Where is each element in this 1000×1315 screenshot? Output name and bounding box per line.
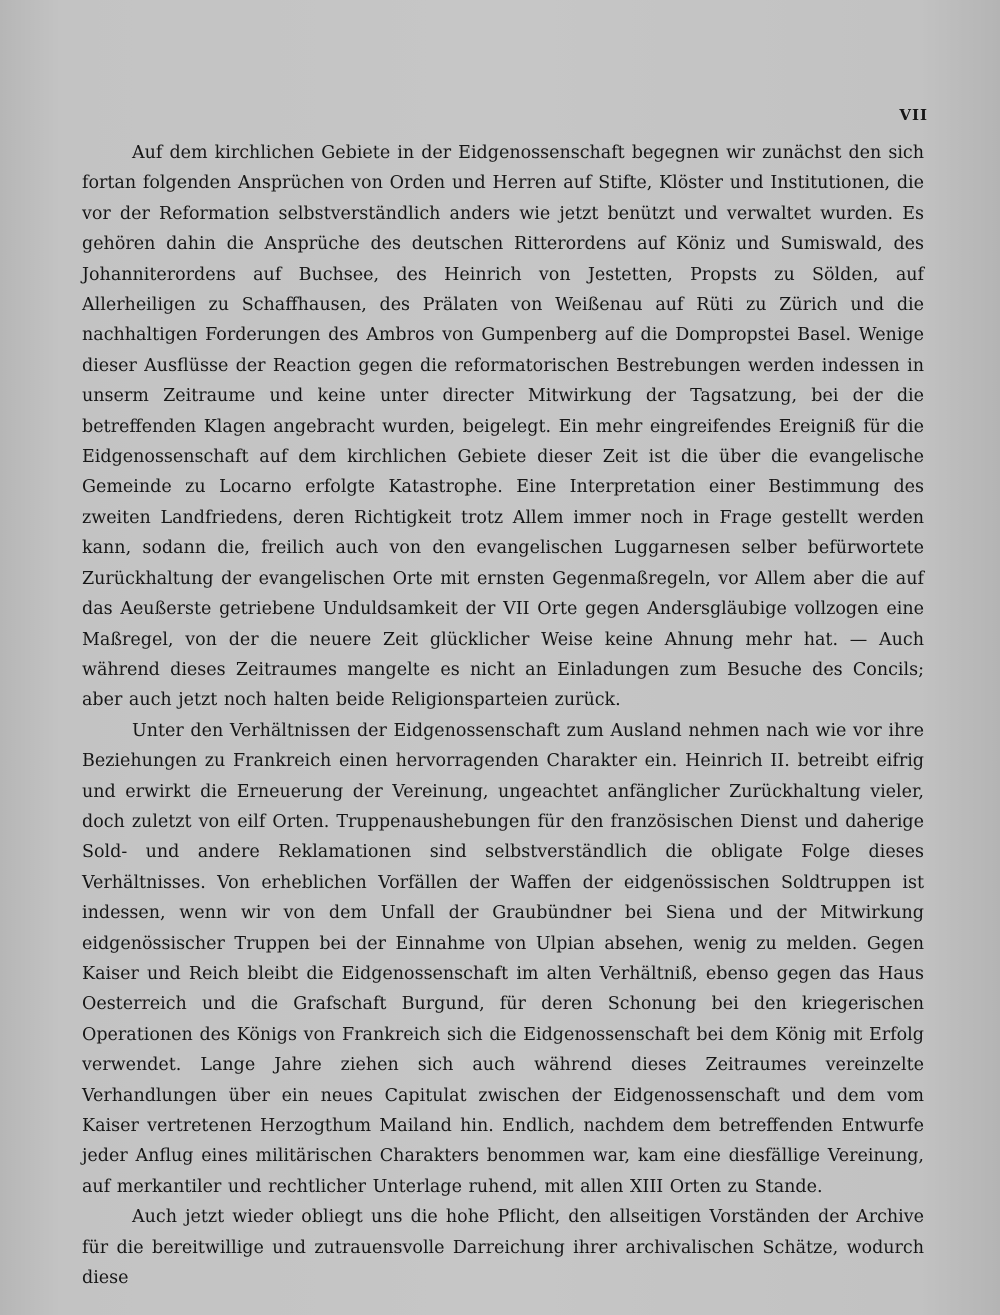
paragraph-acknowledgements: Auch jetzt wieder obliegt uns die hohe Pflicht, den allseitigen Vorständen der Archive für die bereitwillige und zutrauensvolle Darreichung ihrer archivalischen Schätze, wodurch diese xyxy=(82,1207,924,1289)
body-text xyxy=(82,138,924,1293)
paragraph-church-affairs: Auf dem kirchlichen Gebiete in der Eidgenossenschaft begegnen wir zunächst den sich fortan folgenden Ansprüchen von Orden und Herren auf Stifte, Klöster und Institutionen, die vor der Reformation selbstverständlich anders wie jetzt benützt und verwaltet wurden. Es gehören dahin die Ansprüche des deutschen Ritterordens auf Köniz und Sumiswald, des Johanniterordens auf Buchsee, des Heinrich von Jestetten, Propsts zu Sölden, auf Allerheiligen zu Schaffhausen, des Prälaten von Weißenau auf Rüti zu Zürich und die nachhaltigen Forderungen des Ambros von Gumpenberg auf die Dompropstei Basel. Wenige dieser Ausflüsse der Reaction gegen die reformatorischen Bestrebungen werden indessen in unserm Zeitraume und keine unter directer Mitwirkung der Tagsatzung, bei der die betreffenden Klagen angebracht wurden, beigelegt. Ein mehr eingreifendes Ereigniß für die Eidgenossenschaft auf dem kirchlichen Gebiete dieser Zeit ist die über die evangelische Gemeinde zu Locarno erfolgte Katastrophe. Eine Interpretation einer Bestimmung des zweiten Landfriedens, deren Richtigkeit trotz Allem immer noch in Frage gestellt werden kann, sodann die, freilich auch von den evangelischen Luggarnesen selber befürwortete Zurückhaltung der evangelischen Orte mit ernsten Gegenmaßregeln, vor Allem aber die auf das Aeußerste getriebene Unduldsamkeit der VII Orte gegen Andersgläubige vollzogen eine Maßregel, von der die neuere Zeit glücklicher Weise keine Ahnung mehr hat. — Auch während dieses Zeitraumes mangelte es nicht an Einladungen zum Besuche des Concils; aber auch jetzt noch halten beide Religionsparteien zurück. xyxy=(82,143,924,711)
paragraph-foreign-relations: Unter den Verhältnissen der Eidgenossenschaft zum Ausland nehmen nach wie vor ihre Beziehungen zu Frankreich einen hervorragenden Charakter ein. Heinrich II. betreibt eifrig und erwirkt die Erneuerung der Vereinung, ungeachtet anfänglicher Zurückhaltung vieler, doch zuletzt von eilf Orten. Truppenaushebungen für den französischen Dienst und daherige Sold- und andere Reklamationen sind selbstverständlich die obligate Folge dieses Verhältnisses. Von erheblichen Vorfällen der Waffen der eidgenössischen Soldtruppen ist indessen, wenn wir von dem Unfall der Graubündner bei Siena und der Mitwirkung eidgenössischer Truppen bei der Einnahme von Ulpian absehen, wenig zu melden. Gegen Kaiser und Reich bleibt die Eidgenossenschaft im alten Verhältniß, ebenso gegen das Haus Oesterreich und die Grafschaft Burgund, für deren Schonung bei den kriegerischen Operationen des Königs von Frankreich sich die Eidgenossenschaft bei dem König mit Erfolg verwendet. Lange Jahre ziehen sich auch während dieses Zeitraumes vereinzelte Verhandlungen über ein neues Capitulat zwischen der Eidgenossenschaft und dem vom Kaiser vertretenen Herzogthum Mailand hin. Endlich, nachdem dem betreffenden Entwurfe jeder Anflug eines militärischen Charakters benommen war, kam eine diesfällige Vereinung, auf merkantiler und rechtlicher Unterlage ruhend, mit allen XIII Orten zu Stande. xyxy=(82,720,924,1197)
page-number: VII xyxy=(899,106,928,124)
